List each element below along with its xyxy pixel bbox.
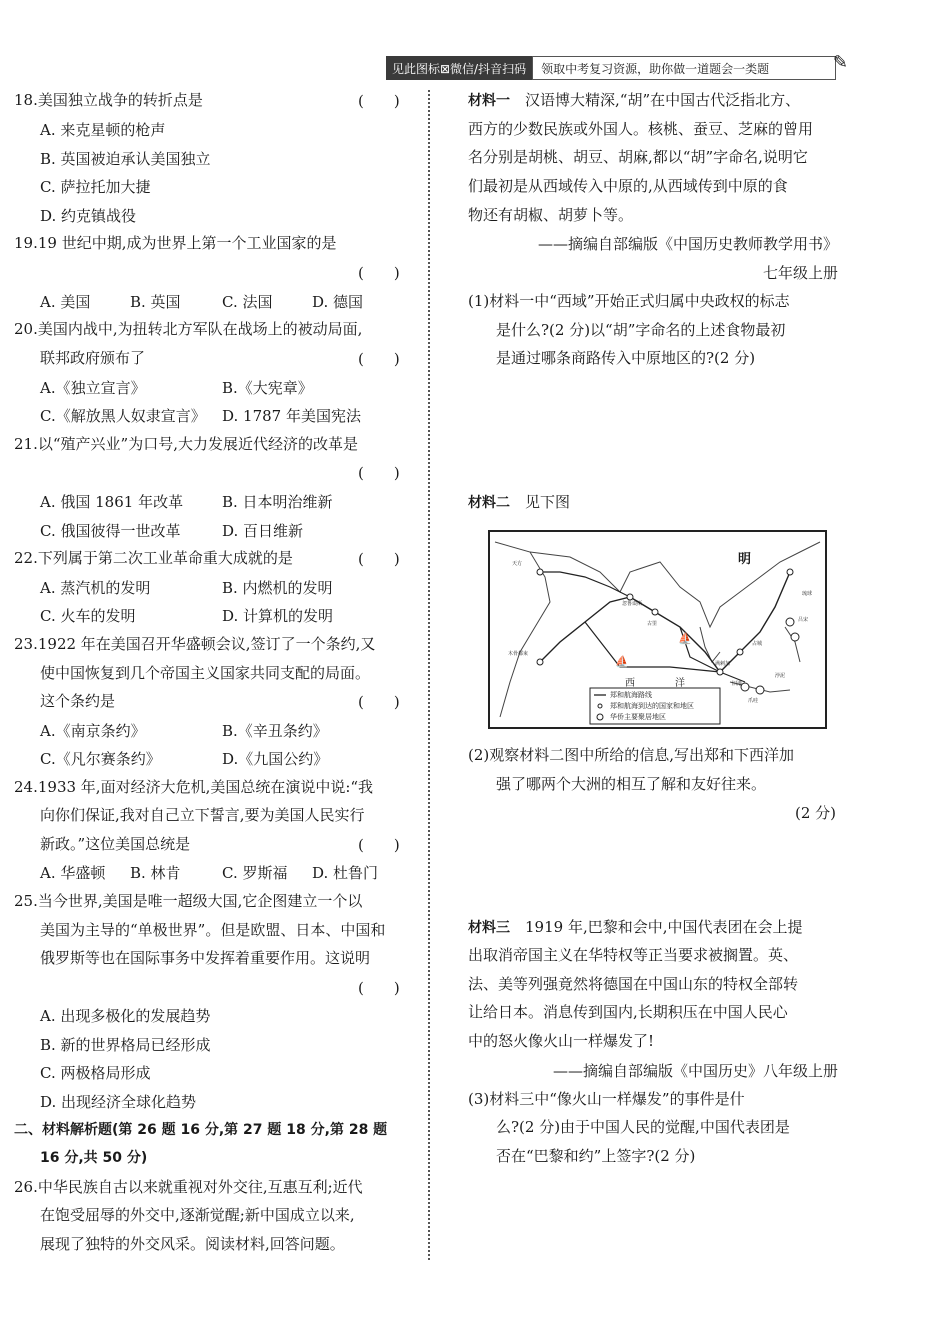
overseas-chinese-marker [786, 618, 794, 626]
q24-option-d: D. 杜鲁门 [312, 864, 379, 882]
q22-option-a: A. 蒸汽机的发明 [40, 579, 151, 597]
q20-option-c: C.《解放黑人奴隶宣言》 [40, 407, 206, 425]
q21-answer-blank[interactable]: ( ) [358, 464, 400, 482]
q2-line2: 强了哪两个大洲的相互了解和友好往来。 [496, 775, 767, 793]
q25-stem-line3: 俄罗斯等也在国际事务中发挥着重要作用。这说明 [40, 949, 371, 967]
section2-title-line2: 16 分,共 50 分) [40, 1150, 148, 1166]
map-place-label: 占城 [752, 641, 763, 647]
q20-option-d: D. 1787 年美国宪法 [222, 407, 361, 425]
legend-stop-swatch [598, 704, 602, 708]
q19-stem: 19.19 世纪中期,成为世界上第一个工业国家的是 [14, 234, 337, 252]
q26-stem-line3: 展现了独特的外交风采。阅读材料,回答问题。 [40, 1235, 345, 1253]
map-place-label: 木骨都束 [508, 651, 529, 657]
q20-option-a: A.《独立宣言》 [40, 379, 146, 397]
q26-stem-line1: 26.中华民族自古以来就重视对外交往,互惠互利;近代 [14, 1178, 363, 1196]
q23-stem-line2: 使中国恢复到几个帝国主义国家共同支配的局面。 [40, 664, 371, 682]
q21-option-b: B. 日本明治维新 [222, 493, 333, 511]
q23-answer-blank[interactable]: ( ) [358, 693, 400, 711]
q24-answer-blank[interactable]: ( ) [358, 836, 400, 854]
q24-stem-line2: 向你们保证,我对自己立下誓言,要为美国人民实行 [40, 806, 365, 824]
material3-line5: 中的怒火像火山一样爆发了! [468, 1032, 655, 1050]
q18-option-c: C. 萨拉托加大捷 [40, 178, 151, 196]
map-svg [490, 532, 825, 727]
q1-line2: 是什么?(2 分)以“胡”字命名的上述食物最初 [496, 321, 786, 339]
material2-line: 材料二 见下图 [468, 493, 571, 511]
map-label-ming: 明 [738, 552, 752, 567]
material1-line3: 名分别是胡桃、胡豆、胡麻,都以“胡”字命名,说明它 [468, 148, 808, 166]
q22-stem: 22.下列属于第二次工业革命重大成就的是 [14, 549, 293, 567]
q25-option-b: B. 新的世界格局已经形成 [40, 1036, 211, 1054]
stop-marker [537, 569, 543, 575]
q24-option-b: B. 林肯 [130, 864, 181, 882]
q23-option-c: C.《凡尔赛条约》 [40, 750, 161, 768]
q20-stem-line1: 20.美国内战中,为扭转北方军队在战场上的被动局面, [14, 320, 363, 338]
map-place-label: 琉球 [802, 591, 813, 597]
zheng-he-voyage-map [488, 530, 827, 729]
asia-coast [530, 542, 820, 627]
q23-option-b: B.《辛丑条约》 [222, 722, 328, 740]
map-place-label: 爪哇 [748, 698, 759, 704]
q18-option-b: B. 英国被迫承认美国独立 [40, 150, 211, 168]
section2-title-line1: 二、材料解析题(第 26 题 16 分,第 27 题 18 分,第 28 题 [14, 1122, 388, 1138]
q2-line1: (2)观察材料二图中所给的信息,写出郑和下西洋加 [468, 746, 795, 764]
material1-source-grade: 七年级上册 [762, 264, 838, 282]
q20-answer-blank[interactable]: ( ) [358, 350, 400, 368]
map-place-label: 天方 [512, 561, 523, 567]
banner-left-text: 见此图标⊠微信/抖音扫码 [386, 56, 532, 80]
q26-stem-line2: 在饱受屈辱的外交中,逐渐觉醒;新中国成立以来, [40, 1206, 355, 1224]
map-place-label: 满剌加 [715, 661, 731, 667]
q3-line2: 么?(2 分)由于中国人民的觉醒,中国代表团是 [496, 1118, 790, 1136]
ship-icon: ⛵ [678, 632, 692, 645]
q19-option-c: C. 法国 [222, 293, 273, 311]
q3-line3: 否在“巴黎和约”上签字?(2 分) [496, 1147, 696, 1165]
q20-stem-line2: 联邦政府颁布了 [40, 349, 146, 367]
promo-banner [386, 52, 848, 80]
q19-option-d: D. 德国 [312, 293, 364, 311]
q2-score: (2 分) [794, 804, 836, 822]
material2-label: 材料二 [468, 495, 510, 511]
material1-line4: 们最初是从西域传入中原的,从西域传到中原的食 [468, 177, 788, 195]
map-label-ocean-1: 西 [625, 678, 635, 689]
banner-right-text: 领取中考复习资源，助你做一道题会一类题 [532, 56, 836, 80]
q1-line3: 是通过哪条商路传入中原地区的?(2 分) [496, 349, 756, 367]
q18-answer-blank[interactable]: ( ) [358, 92, 400, 110]
legend-stop-text: 郑和航海到达的国家和地区 [610, 702, 694, 710]
q21-stem: 21.以“殖产兴业”为口号,大力发展近代经济的改革是 [14, 435, 358, 453]
q25-option-d: D. 出现经济全球化趋势 [40, 1093, 197, 1111]
material1-line5: 物还有胡椒、胡萝卜等。 [468, 206, 634, 224]
map-place-label: 古里 [647, 621, 658, 627]
overseas-chinese-marker [741, 683, 749, 691]
material3-line1: 材料三 1919 年,巴黎和会中,中国代表团在会上提 [468, 918, 803, 936]
material3-line2: 出取消帝国主义在华特权等正当要求被搁置。英、 [468, 946, 799, 964]
q19-answer-blank[interactable]: ( ) [358, 264, 400, 282]
q25-stem-line1: 25.当今世界,美国是唯一超级大国,它企图建立一个以 [14, 892, 363, 910]
q21-option-c: C. 俄国彼得一世改革 [40, 522, 181, 540]
q23-stem-line1: 23.1922 年在美国召开华盛顿会议,签订了一个条约,又 [14, 635, 376, 653]
voyage-route-main [540, 572, 790, 672]
map-place-label: 吕宋 [798, 617, 809, 623]
philippines-coast [785, 627, 800, 662]
q18-option-d: D. 约克镇战役 [40, 207, 137, 225]
material3-line4: 让给日本。消息传到国内,长期积压在中国人民心 [468, 1003, 788, 1021]
q23-stem-line3: 这个条约是 [40, 692, 116, 710]
q1-line1: (1)材料一中“西域”开始正式归属中央政权的标志 [468, 292, 790, 310]
q22-answer-blank[interactable]: ( ) [358, 550, 400, 568]
map-place-label: 忽鲁谟斯 [622, 601, 643, 607]
overseas-chinese-marker [756, 686, 764, 694]
q24-stem-line3: 新政。”这位美国总统是 [40, 835, 191, 853]
q22-option-d: D. 计算机的发明 [222, 607, 334, 625]
africa-coast [495, 542, 550, 717]
material1-source: ——摘编自部编版《中国历史教师教学用书》 [537, 235, 838, 253]
material1-line1: 材料一 汉语博大精深,“胡”在中国古代泛指北方、 [468, 91, 801, 109]
stop-marker [717, 669, 723, 675]
q22-option-c: C. 火车的发明 [40, 607, 136, 625]
legend-chinese-swatch [597, 714, 603, 720]
q19-option-a: A. 美国 [40, 293, 91, 311]
q24-option-c: C. 罗斯福 [222, 864, 288, 882]
q19-option-b: B. 英国 [130, 293, 181, 311]
q25-answer-blank[interactable]: ( ) [358, 979, 400, 997]
voyage-route-arabia [540, 572, 630, 597]
q21-option-d: D. 百日维新 [222, 522, 304, 540]
q25-option-c: C. 两极格局形成 [40, 1064, 151, 1082]
q24-option-a: A. 华盛顿 [40, 864, 106, 882]
q25-stem-line2: 美国为主导的“单极世界”。但是欧盟、日本、中国和 [40, 921, 386, 939]
q23-option-d: D.《九国公约》 [222, 750, 329, 768]
q21-option-a: A. 俄国 1861 年改革 [40, 493, 184, 511]
q23-option-a: A.《南京条约》 [40, 722, 146, 740]
stop-marker [652, 609, 658, 615]
material1-label: 材料一 [468, 93, 510, 109]
material3-line3: 法、美等列强竟然将德国在中国山东的特权全部转 [468, 975, 799, 993]
material3-source: ——摘编自部编版《中国历史》八年级上册 [552, 1062, 838, 1080]
pen-icon: ✎ [832, 52, 848, 73]
q20-option-b: B.《大宪章》 [222, 379, 313, 397]
stop-marker [537, 659, 543, 665]
ship-icon: ⛵ [615, 655, 629, 668]
malay-coast [700, 627, 720, 662]
stop-marker [787, 569, 793, 575]
map-place-label: 旧港 [732, 681, 743, 687]
legend-chinese-text: 华侨主要聚居地区 [610, 713, 666, 721]
q18-stem: 18.美国独立战争的转折点是 [14, 91, 203, 109]
stop-marker [737, 649, 743, 655]
map-label-ocean-2: 洋 [675, 678, 685, 689]
material1-line2: 西方的少数民族或外国人。核桃、蚕豆、芝麻的曾用 [468, 120, 814, 138]
legend-route-text: 郑和航海路线 [610, 691, 652, 699]
map-place-label: 浡泥 [775, 673, 786, 679]
column-divider [428, 90, 430, 1260]
q22-option-b: B. 内燃机的发明 [222, 579, 333, 597]
material3-label: 材料三 [468, 920, 510, 936]
q18-option-a: A. 来克星顿的枪声 [40, 121, 166, 139]
overseas-chinese-marker [791, 633, 799, 641]
q25-option-a: A. 出现多极化的发展趋势 [40, 1007, 211, 1025]
q3-line1: (3)材料三中“像火山一样爆发”的事件是什 [468, 1090, 745, 1108]
q24-stem-line1: 24.1933 年,面对经济大危机,美国总统在演说中说:“我 [14, 778, 374, 796]
